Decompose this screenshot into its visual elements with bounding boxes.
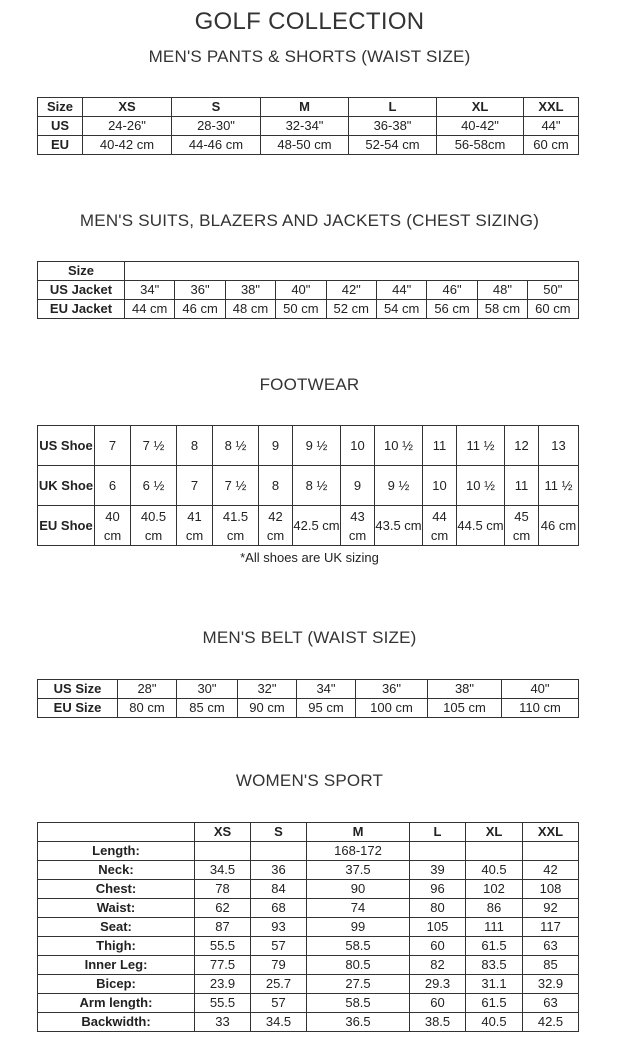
- table-cell: 93: [251, 918, 307, 937]
- table-cell: 8 ½: [293, 466, 341, 506]
- table-cell: 78: [195, 880, 251, 899]
- row-header-cell: UK Shoe: [38, 466, 95, 506]
- table-cell: 12: [505, 426, 539, 466]
- table-cell: 77.5: [195, 956, 251, 975]
- table-cell: 50": [528, 281, 578, 300]
- table-row: [38, 880, 579, 899]
- table-row: [38, 937, 579, 956]
- table-cell: 57: [251, 994, 307, 1013]
- table-cell: 44-46 cm: [172, 136, 261, 155]
- row-header-cell: Arm length:: [38, 994, 195, 1013]
- table-cell: 44 cm: [423, 506, 457, 546]
- table-cell: 37.5: [307, 861, 410, 880]
- table-cell: 48-50 cm: [261, 136, 349, 155]
- table-cell: 80 cm: [118, 699, 177, 718]
- table-cell: [410, 842, 466, 861]
- table-cell: 8: [259, 466, 293, 506]
- table-cell: 44 cm: [125, 300, 175, 319]
- table-cell: 10 ½: [457, 466, 505, 506]
- row-header-cell: EU Jacket: [38, 300, 125, 319]
- footwear-note: *All shoes are UK sizing: [240, 550, 379, 565]
- table-cell: 8: [177, 426, 213, 466]
- row-header-cell: Chest:: [38, 880, 195, 899]
- table-cell: 58.5: [307, 994, 410, 1013]
- suits-size-table: [37, 261, 579, 319]
- row-header-cell: Waist:: [38, 899, 195, 918]
- table-cell: 34": [125, 281, 175, 300]
- header-cell: Size: [38, 262, 125, 281]
- table-cell: 57: [251, 937, 307, 956]
- table-cell: 41 cm: [177, 506, 213, 546]
- table-cell: 111: [466, 918, 523, 937]
- table-cell: 62: [195, 899, 251, 918]
- table-cell: 54 cm: [376, 300, 426, 319]
- table-cell: 82: [410, 956, 466, 975]
- table-cell: 40": [276, 281, 326, 300]
- table-row: [38, 281, 579, 300]
- table-cell: 9 ½: [375, 466, 423, 506]
- table-cell: 99: [307, 918, 410, 937]
- table-cell: 95 cm: [297, 699, 356, 718]
- table-cell: 31.1: [466, 975, 523, 994]
- table-cell: 38": [428, 680, 502, 699]
- pants-size-table: [37, 97, 579, 155]
- belt-section-title: MEN'S BELT (WAIST SIZE): [202, 628, 417, 647]
- row-header-cell: Inner Leg:: [38, 956, 195, 975]
- header-cell: XS: [195, 823, 251, 842]
- header-cell: S: [172, 98, 261, 117]
- table-cell: 33: [195, 1013, 251, 1032]
- row-header-cell: Length:: [38, 842, 195, 861]
- table-cell: 32": [238, 680, 297, 699]
- header-cell: L: [410, 823, 466, 842]
- table-cell: 52-54 cm: [349, 136, 437, 155]
- table-cell: 84: [251, 880, 307, 899]
- table-cell: [466, 842, 523, 861]
- table-cell: 11: [505, 466, 539, 506]
- table-cell: 60: [410, 994, 466, 1013]
- table-cell: 86: [466, 899, 523, 918]
- footwear-size-table: [37, 425, 579, 546]
- table-cell: 79: [251, 956, 307, 975]
- row-header-cell: Thigh:: [38, 937, 195, 956]
- table-header-row: [38, 823, 579, 842]
- table-cell: 40": [502, 680, 579, 699]
- table-row: [38, 117, 579, 136]
- empty-header-cell: [125, 262, 579, 281]
- table-cell: 80.5: [307, 956, 410, 975]
- table-cell: 117: [523, 918, 579, 937]
- row-header-cell: Seat:: [38, 918, 195, 937]
- table-cell: 50 cm: [276, 300, 326, 319]
- row-header-cell: EU Shoe: [38, 506, 95, 546]
- table-cell: 7: [177, 466, 213, 506]
- table-cell: 40 cm: [95, 506, 131, 546]
- table-cell: 36: [251, 861, 307, 880]
- row-header-cell: US Shoe: [38, 426, 95, 466]
- table-cell: 11 ½: [457, 426, 505, 466]
- table-cell: [251, 842, 307, 861]
- table-cell: 30": [177, 680, 238, 699]
- table-row: [38, 861, 579, 880]
- table-cell: 11 ½: [539, 466, 579, 506]
- table-cell: 34.5: [251, 1013, 307, 1032]
- table-cell: 63: [523, 937, 579, 956]
- table-header-row: [38, 262, 579, 281]
- table-row: [38, 994, 579, 1013]
- table-cell: 13: [539, 426, 579, 466]
- table-cell: 38": [225, 281, 275, 300]
- header-cell: XXL: [524, 98, 579, 117]
- table-cell: 55.5: [195, 994, 251, 1013]
- table-cell: 105: [410, 918, 466, 937]
- pants-section-title: MEN'S PANTS & SHORTS (WAIST SIZE): [148, 47, 471, 66]
- table-cell: 108: [523, 880, 579, 899]
- table-row: [38, 842, 579, 861]
- table-cell: 38.5: [410, 1013, 466, 1032]
- table-cell: 80: [410, 899, 466, 918]
- table-row: [38, 699, 579, 718]
- womens-size-table: [37, 822, 579, 1032]
- table-cell: 61.5: [466, 994, 523, 1013]
- table-cell: 40.5: [466, 861, 523, 880]
- table-cell: [195, 842, 251, 861]
- table-cell: 43 cm: [341, 506, 375, 546]
- table-cell: 9 ½: [293, 426, 341, 466]
- table-cell: 60 cm: [528, 300, 578, 319]
- table-row: [38, 899, 579, 918]
- table-row: [38, 918, 579, 937]
- table-cell: 8 ½: [213, 426, 259, 466]
- table-row: [38, 466, 579, 506]
- row-header-cell: Backwidth:: [38, 1013, 195, 1032]
- table-cell: 7 ½: [131, 426, 177, 466]
- table-cell: 40-42": [437, 117, 524, 136]
- table-cell: 28": [118, 680, 177, 699]
- table-cell: 83.5: [466, 956, 523, 975]
- table-cell: 46 cm: [539, 506, 579, 546]
- belt-size-table: [37, 679, 579, 718]
- table-cell: 28-30": [172, 117, 261, 136]
- table-cell: 7: [95, 426, 131, 466]
- table-cell: 90: [307, 880, 410, 899]
- table-cell: 48 cm: [225, 300, 275, 319]
- header-cell: XL: [437, 98, 524, 117]
- row-header-cell: EU Size: [38, 699, 118, 718]
- table-cell: 32-34": [261, 117, 349, 136]
- table-cell: 46": [427, 281, 477, 300]
- header-cell: M: [261, 98, 349, 117]
- table-cell: 42.5 cm: [293, 506, 341, 546]
- table-cell: 90 cm: [238, 699, 297, 718]
- table-cell: 46 cm: [175, 300, 225, 319]
- table-cell: 56-58cm: [437, 136, 524, 155]
- table-cell: 7 ½: [213, 466, 259, 506]
- table-cell: 44.5 cm: [457, 506, 505, 546]
- table-cell: 60: [410, 937, 466, 956]
- header-cell: XXL: [523, 823, 579, 842]
- table-cell: 42 cm: [259, 506, 293, 546]
- table-cell: 92: [523, 899, 579, 918]
- table-cell: 61.5: [466, 937, 523, 956]
- table-row: [38, 506, 579, 546]
- table-cell: 34.5: [195, 861, 251, 880]
- table-row: [38, 975, 579, 994]
- table-cell: 32.9: [523, 975, 579, 994]
- table-cell: 10 ½: [375, 426, 423, 466]
- table-header-row: [38, 98, 579, 117]
- row-header-cell: US: [38, 117, 83, 136]
- table-cell: 34": [297, 680, 356, 699]
- table-cell: 25.7: [251, 975, 307, 994]
- table-cell: 45 cm: [505, 506, 539, 546]
- table-cell: 100 cm: [356, 699, 428, 718]
- header-cell: S: [251, 823, 307, 842]
- header-cell: L: [349, 98, 437, 117]
- row-header-cell: Neck:: [38, 861, 195, 880]
- table-row: [38, 680, 579, 699]
- table-cell: 52 cm: [326, 300, 376, 319]
- table-row: [38, 136, 579, 155]
- table-cell: 63: [523, 994, 579, 1013]
- table-cell: 68: [251, 899, 307, 918]
- table-cell: 9: [341, 466, 375, 506]
- row-header-cell: Bicep:: [38, 975, 195, 994]
- table-cell: 36.5: [307, 1013, 410, 1032]
- table-cell: 58 cm: [477, 300, 527, 319]
- row-header-cell: US Jacket: [38, 281, 125, 300]
- row-header-cell: EU: [38, 136, 83, 155]
- table-cell: 24-26": [83, 117, 172, 136]
- table-cell: 40.5 cm: [131, 506, 177, 546]
- table-cell: 42: [523, 861, 579, 880]
- table-cell: 23.9: [195, 975, 251, 994]
- table-cell: 6: [95, 466, 131, 506]
- table-cell: 85 cm: [177, 699, 238, 718]
- header-cell: Size: [38, 98, 83, 117]
- table-cell: 102: [466, 880, 523, 899]
- table-cell: 168-172: [307, 842, 410, 861]
- table-cell: 60 cm: [524, 136, 579, 155]
- table-cell: 44": [376, 281, 426, 300]
- header-cell: XS: [83, 98, 172, 117]
- table-row: [38, 300, 579, 319]
- table-cell: 85: [523, 956, 579, 975]
- table-cell: 105 cm: [428, 699, 502, 718]
- table-cell: 56 cm: [427, 300, 477, 319]
- header-cell: [38, 823, 195, 842]
- table-row: [38, 426, 579, 466]
- table-cell: 11: [423, 426, 457, 466]
- table-cell: 44": [524, 117, 579, 136]
- header-cell: M: [307, 823, 410, 842]
- table-cell: 36": [175, 281, 225, 300]
- table-cell: 9: [259, 426, 293, 466]
- row-header-cell: US Size: [38, 680, 118, 699]
- page-title: GOLF COLLECTION: [194, 8, 425, 35]
- table-cell: 40-42 cm: [83, 136, 172, 155]
- table-cell: 58.5: [307, 937, 410, 956]
- table-cell: 10: [341, 426, 375, 466]
- table-cell: 48": [477, 281, 527, 300]
- table-cell: 6 ½: [131, 466, 177, 506]
- table-cell: 42": [326, 281, 376, 300]
- table-cell: 41.5 cm: [213, 506, 259, 546]
- table-cell: 74: [307, 899, 410, 918]
- womens-section-title: WOMEN'S SPORT: [235, 771, 384, 790]
- table-cell: 42.5: [523, 1013, 579, 1032]
- table-cell: 87: [195, 918, 251, 937]
- header-cell: XL: [466, 823, 523, 842]
- table-cell: 96: [410, 880, 466, 899]
- footwear-section-title: FOOTWEAR: [259, 375, 360, 394]
- table-cell: 36": [356, 680, 428, 699]
- table-cell: 10: [423, 466, 457, 506]
- table-cell: 27.5: [307, 975, 410, 994]
- table-cell: 29.3: [410, 975, 466, 994]
- table-cell: 43.5 cm: [375, 506, 423, 546]
- table-cell: 40.5: [466, 1013, 523, 1032]
- table-cell: 39: [410, 861, 466, 880]
- table-cell: [523, 842, 579, 861]
- table-cell: 110 cm: [502, 699, 579, 718]
- suits-section-title: MEN'S SUITS, BLAZERS AND JACKETS (CHEST SIZING): [79, 211, 540, 230]
- table-row: [38, 1013, 579, 1032]
- table-cell: 36-38": [349, 117, 437, 136]
- table-row: [38, 956, 579, 975]
- table-cell: 55.5: [195, 937, 251, 956]
